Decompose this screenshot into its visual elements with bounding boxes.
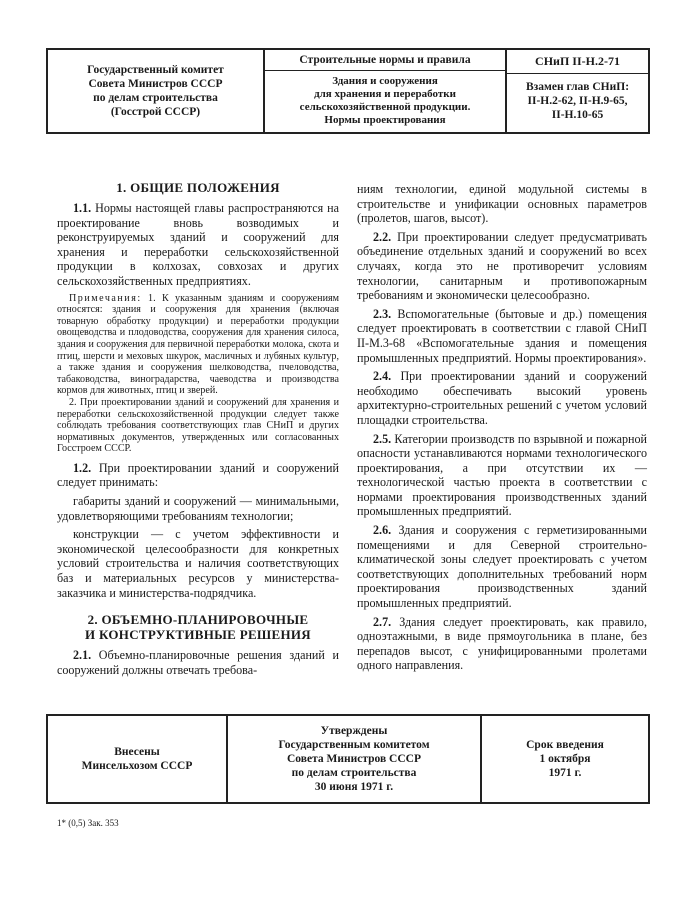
introduced-line: Внесены bbox=[114, 746, 160, 758]
issuer-line: (Госстрой СССР) bbox=[110, 106, 201, 118]
replaces-line: II-Н.2-62, II-Н.9-65, bbox=[527, 95, 628, 107]
note-1: 1. К указанным зданиям и сооружениям относятся: здания и сооружения для хранения (включая товарную обработку продукции) и переработки продукции овощеводства и плодоводства, сооружения для хранения силоса, здания и сооружения для первичной переработки молока, скота и птиц, шерсти и меховых шкурок, масличных и лубяных культур, а также здания и сооружения шелководства, пчеловодства, табаководства, виноградарства, чаеводства и производства кормов для животных, птиц и зверей. bbox=[57, 292, 339, 397]
issuer-line: Государственный комитет bbox=[87, 64, 224, 76]
approved-line: по делам строительства bbox=[291, 767, 417, 779]
paragraph-2-1: 2.1. Объемно-планировочные решения зданий и сооружений должны отвечать требова- bbox=[57, 648, 339, 677]
issuer-block bbox=[46, 50, 265, 132]
paragraph-1-2-b: конструкции — с учетом эффективности и экономической целесообразности для конкретных условий строительства и наличия соответствующих баз и материальных ресурсов у министерства-заказчика и министерства-подрядчика. bbox=[57, 527, 339, 600]
section-2-title: 2. ОБЪЕМНО-ПЛАНИРОВОЧНЫЕ И КОНСТРУКТИВНЫЕ РЕШЕНИЯ bbox=[85, 612, 311, 643]
approved-block bbox=[228, 716, 482, 802]
paragraph-2-5: 2.5. Категории производств по взрывной и пожарной опасности устанавливаются нормами технологического проектирования, а при отсутствии их — технологической частью проекта в соответствии с нормами проектирования производственных зданий промышленных предприятий. bbox=[357, 431, 647, 519]
right-column bbox=[357, 182, 647, 677]
doc-title-line: сельскохозяйственной продукции. bbox=[299, 101, 471, 113]
approved-line: Совета Министров СССР bbox=[286, 753, 421, 765]
effective-line: 1 октября bbox=[539, 753, 591, 765]
notes-block bbox=[57, 293, 339, 455]
paragraph-2-1-cont: ниям технологии, единой модульной системы в строительстве и унификации основных параметров (пролетов, шагов, высот). bbox=[357, 182, 647, 226]
note-2: 2. При проектировании зданий и сооружений для хранения и переработки сельскохозяйственной продукции следует также соблюдать требования соответствующих глав СНиП и других нормативных документов, утвержденных или согласованных Госстроем СССР. bbox=[57, 396, 339, 455]
norms-title: Строительные нормы и правила bbox=[265, 50, 505, 71]
paragraph-2-6: 2.6. Здания и сооружения с герметизированными помещениями и для Северной строительно-климатической зоны следует проектировать с учетом соответствующих дополнительных требований норм проектирования производственных зданий промышленных предприятий. bbox=[357, 523, 648, 611]
approved-line: Государственным комитетом bbox=[278, 739, 430, 751]
paragraph-2-4: 2.4. При проектировании зданий и сооружений необходимо обеспечивать высокий уровень архитектурно-строительных решений с учетом условий площадки строительства. bbox=[357, 369, 648, 427]
issuer-line: Совета Министров СССР bbox=[88, 78, 223, 90]
replaces-line: Взамен глав СНиП: bbox=[525, 81, 630, 93]
introduced-block bbox=[46, 716, 228, 802]
code-block bbox=[507, 50, 650, 132]
introduced-line: Минсельхозом СССР bbox=[81, 760, 193, 772]
title-block bbox=[265, 50, 507, 132]
approved-line: 30 июня 1971 г. bbox=[314, 781, 394, 793]
paragraph-1-2-a: габариты зданий и сооружений — минимальными, удовлетворяющими требованиям технологии; bbox=[57, 494, 339, 523]
paragraph-1-2: 1.2. При проектировании зданий и сооружений следует принимать: bbox=[57, 460, 339, 490]
approved-line: Утверждены bbox=[320, 725, 388, 737]
paragraph-1-1: 1.1. Нормы настоящей главы распространяются на проектирование вновь возводимых и реконструируемых зданий и сооружений для хранения и переработки сельскохозяйственной продукции в колхозах, совхозах и других сельскохозяйственных предприятиях. bbox=[57, 201, 339, 288]
doc-title-line: Нормы проектирования bbox=[324, 114, 446, 126]
effective-line: 1971 г. bbox=[548, 767, 582, 779]
paragraph-2-7: 2.7. Здания следует проектировать, как правило, одноэтажными, в виде прямоугольника в плане, без перепадов высот, с унифицированными пролетами одного направления. bbox=[357, 614, 647, 673]
paragraph-2-3: 2.3. Вспомогательные (бытовые и др.) помещения следует проектировать в соответствии с главой СНиП II-М.3-68 «Вспомогательные здания и помещения промышленных предприятий. Нормы проектирования». bbox=[357, 306, 647, 365]
section-1-title: 1. ОБЩИЕ ПОЛОЖЕНИЯ bbox=[116, 180, 280, 195]
document-header bbox=[46, 48, 650, 134]
document-footer bbox=[46, 714, 650, 804]
effective-line: Срок введения bbox=[526, 739, 604, 751]
notes-label: Примечания: bbox=[69, 292, 142, 304]
replaces-line: II-Н.10-65 bbox=[551, 109, 604, 121]
doc-code: СНиП II-Н.2-71 bbox=[507, 50, 648, 74]
left-column bbox=[57, 180, 339, 681]
issuer-line: по делам строительства bbox=[93, 92, 218, 104]
doc-title-line: Здания и сооружения bbox=[332, 75, 438, 87]
paragraph-2-2: 2.2. При проектировании следует предусматривать объединение отдельных зданий и сооружений во всех случаях, когда это не противоречит условиям технологии, санитарным и противопожарным требованиям и экономически целесообразно. bbox=[357, 229, 647, 303]
doc-title-line: для хранения и переработки bbox=[314, 88, 456, 100]
print-imprint: 1* (0,5) Зак. 353 bbox=[57, 818, 119, 828]
effective-date-block bbox=[482, 716, 650, 802]
